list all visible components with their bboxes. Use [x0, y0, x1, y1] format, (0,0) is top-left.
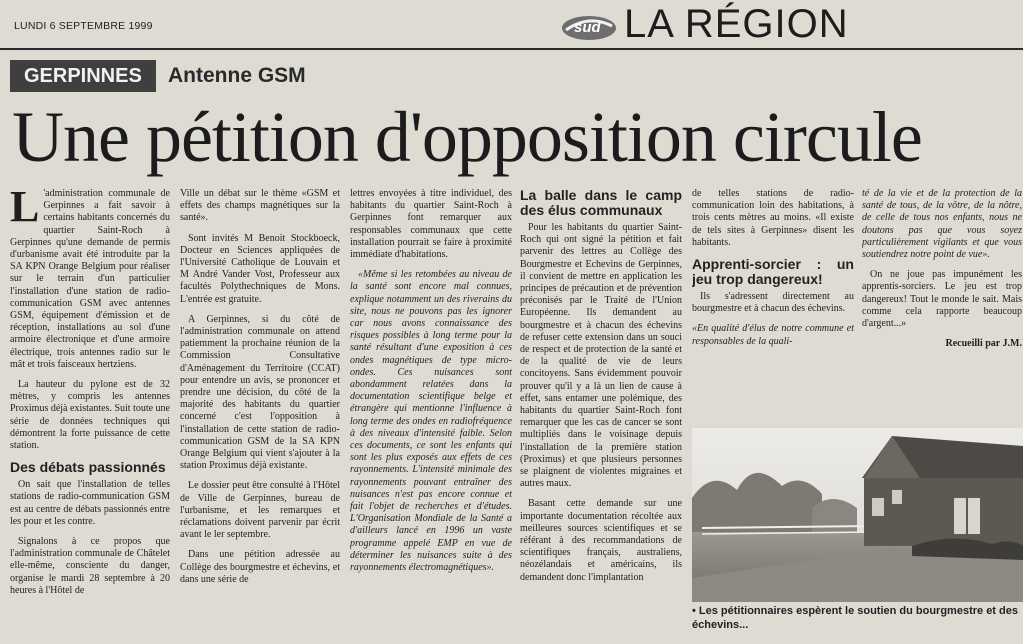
sud-logo-icon: [560, 8, 618, 44]
paragraph: Pour les habitants du quartier Saint-Roch qui ont signé la pétition et fait parvenir des lettres au Collège des Bourgmestre et Echevins de Gerpinnes, il convient de mettre en application les principes de précaution et de prévention préconisés par le Traité de l'Union Européenne. Ils demandent au bourgmestre et à chacun des échevins de refuser cette extension dans un souci de respect et de protection de la santé et de la qualité de vie de leurs concitoyens. Sans évidemment pouvoir prouver qu'il y a là un lien de cause à effet, sans entamer une polémique, des habitants du quartier Saint-Roch font remarquer que les cas de cancer se sont multipliés dans le voisinage depuis l'installation de la première station (Proximus) et que plusieurs personnes se plaignent de violentes migraines et autres maux.: [520, 222, 682, 490]
paragraph: A Gerpinnes, si du côté de l'administration communale on attend patiemment la prochaine réunion de la Commission Consultative d'Aménagement du Territoire (CCAT) pour entendre un avis, se prononcer et prendre une décision, du côté de la majorité des habitants du quartier concerné c'est l'opposition à l'installation de cette station de radio-communication GSM de la SA KPN Orange Belgium qui vient s'ajouter à la station Proximus déjà existante.: [180, 313, 340, 472]
paragraph: Ils s'adressent directement au bourgmestre et à chacun des échevins.: [692, 291, 854, 315]
kicker-place: GERPINNES: [10, 60, 156, 92]
article-column-1: [10, 188, 170, 644]
subheading: Des débats passionnés: [10, 459, 166, 476]
quote-text: té de la vie et de la protection de la santé de tous, de la vôtre, de la nôtre, de celle de tous nos enfants, nous ne doutons pas que vous soyez particulièrement vigilants et que vous soutiendrez notre point de vue».: [862, 188, 1022, 261]
house-photo: [692, 428, 1023, 602]
header-divider: [0, 48, 1023, 50]
paragraph: Ville un débat sur le thème «GSM et effets des champs magnétiques sur la santé».: [180, 188, 340, 224]
paragraph-text: 'administration communale de Gerpinnes a fait savoir à certains habitants concernés du quartier Saint-Roch à Gerpinnes qu'une demande de permis d'urbanisme avait été introduite par la SA KPN Orange Belgium pour réaliser sur le terrain d'un particulier l'installation d'une station de radio-communication GSM avec antennes GSM, équipement d'émission et de réception, installations au sol d'une armoire électronique et d'une armoire électrique, trois antennes radio sur le mât et trois faisceaux hertziens.: [10, 188, 170, 370]
paragraph: Signalons à ce propos que l'administration communale de Châtelet elle-même, consciente du danger, organise le mardi 28 septembre à 20 heures à l'Hôtel de: [10, 536, 170, 596]
issue-date: LUNDI 6 SEPTEMBRE 1999: [14, 20, 153, 32]
quote-text: «Même si les retombées au niveau de la santé sont encore mal connues, explique notamment un des riverains du site, nous ne pouvons pas les ignorer car nous avons connaissance des risques possibles à long terme pour la santé résultant d'une exposition à ces ondes magnétiques de type micro-ondes. Ces nuisances sont abondamment relatées dans la documentation scientifique belge et étrangère qui mentionne l'influence à long terme des ondes en radiofréquence à des niveaux d'intensité faible. Selon ces documents, ce sont les enfants qui sont les plus exposés aux effets de ces rayonnements. L'intensité minimale des rayonnements pouvant entraîner des nuisances n'est pas encore connue et fait l'objet de recherches et d'études. L'Organisation Mondiale de la Santé a d'ailleurs lancé en 1996 un vaste programme appelé EMP en vue de déterminer les nuisances suite à des rayonnements électromagnétiques».: [350, 269, 512, 574]
paragraph: Basant cette demande sur une importante documentation récoltée aux meilleures sources scientifiques et se référant à des recommandations de scientifiques français, australiens, néozélandais et américains, ils demandent donc l'implantation: [520, 498, 682, 583]
article-column-5: [692, 188, 854, 368]
article-column-6: [862, 188, 1022, 368]
paragraph: Sont invités M Benoit Stockboeck, Docteur en Sciences appliquées de l'Université Catholique de Louvain et M André Vander Vost, Professeur aux facultés Polythechniques de Mons. L'entrée est gratuite.: [180, 232, 340, 305]
subheading: La balle dans le camp des élus communaux: [520, 188, 682, 218]
paragraph: Dans une pétition adressée au Collège des bourgmestre et échevins, et dans une série de: [180, 549, 340, 585]
subheading: Apprenti-sorcier : un jeu trop dangereux!: [692, 256, 854, 288]
paragraph: de telles stations de radio-communication loin des habitations, à trois cents mètres au moins. «Il existe de tels sites à Gerpinnes» disent les habitants.: [692, 188, 854, 248]
paragraph: lettres envoyées à titre individuel, des habitants du quartier Saint-Roch à Gerpinnes font remarquer aux responsables communaux que cette installation pourrait se faire à proximité immédiate d'habitations.: [350, 188, 512, 261]
quote-text: «En qualité d'élus de notre commune et responsables de la quali-: [692, 323, 854, 347]
kicker-topic: Antenne GSM: [168, 64, 306, 87]
article-column-4: [520, 188, 682, 644]
article-column-3: [350, 188, 512, 644]
author-signature: Recueilli par J.M.: [945, 338, 1022, 350]
paragraph: La hauteur du pylone est de 32 mètres, y compris les antennes Proximus déjà existantes. Suit toute une série de données techniques qui démontrent la forte puissance de cette station.: [10, 379, 170, 452]
drop-cap: L: [10, 188, 40, 231]
paragraph: [10, 188, 170, 371]
paragraph: On sait que l'installation de telles stations de radio-communication GSM est au centre de débats passionnés entre les pour et les contre.: [10, 479, 170, 527]
paragraph: On ne joue pas impunément les apprentis-sorciers. Le jeu est trop dangereux! Tout le monde le sait. Mais comme cela rapporte beaucoup d'argent...»: [862, 269, 1022, 330]
paragraph: Le dossier peut être consulté à l'Hôtel de Ville de Gerpinnes, bureau de l'urbanisme, et les remarques et réclamations doivent parvenir par écrit avant le ler septembre.: [180, 480, 340, 541]
quote-paragraph: [862, 188, 1022, 261]
article-headline: Une pétition d'opposition circule: [12, 97, 922, 177]
quote-paragraph: [692, 323, 854, 347]
article-column-2: [180, 188, 340, 644]
quote-paragraph: [350, 269, 512, 574]
logo-text: sud: [574, 19, 601, 36]
photo-caption: • Les pétitionnaires espèrent le soutien du bourgmestre et des échevins...: [692, 605, 1018, 631]
section-title: LA RÉGION: [624, 2, 849, 46]
